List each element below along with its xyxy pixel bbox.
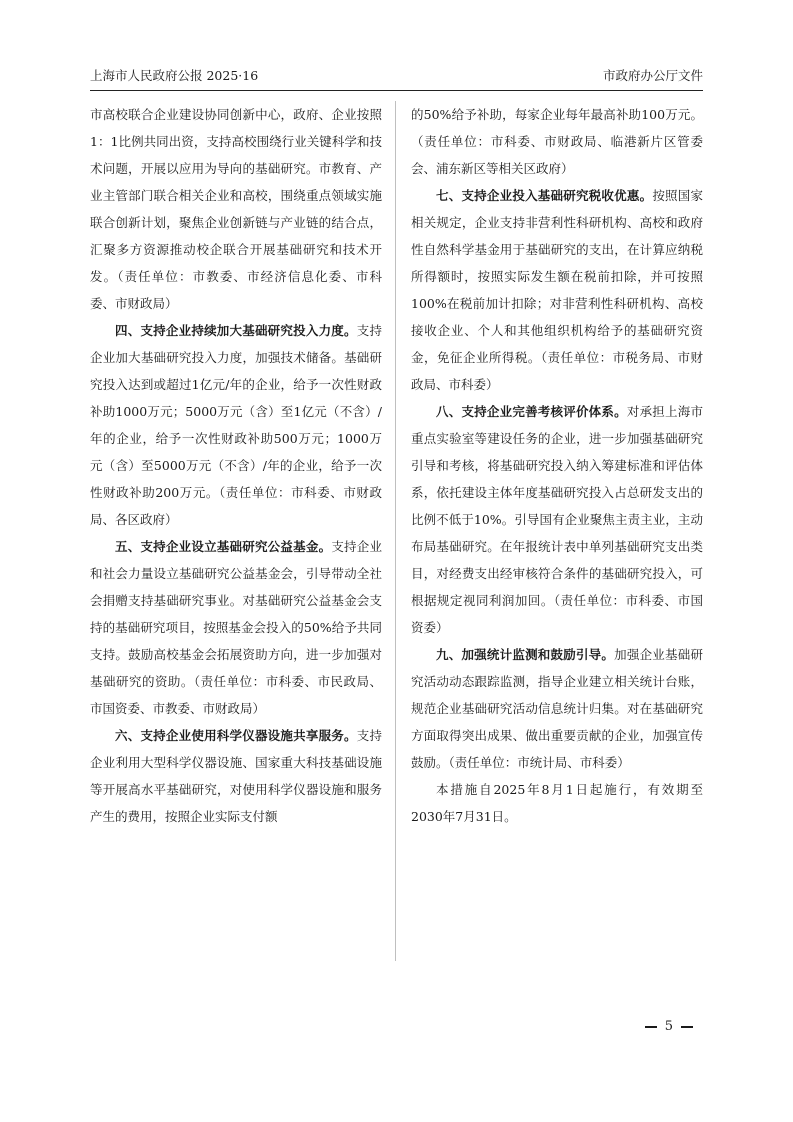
article-body	[90, 101, 703, 830]
left-column	[90, 101, 382, 830]
section-5-heading: 五、支持企业设立基础研究公益基金。	[115, 539, 332, 554]
section-5-body: 支持企业和社会力量设立基础研究公益基金会，引导带动全社会捐赠支持基础研究事业。对基础研究公益基金会支持的基础研究项目，按照基金会投入的50%给予共同支持。鼓励高校基金会拓展资助方向，进一步加强对基础研究的资助。（责任单位：市科委、市民政局、市国资委、市教委、市财政局）	[90, 539, 382, 716]
section-7	[411, 182, 703, 398]
page-footer	[637, 1019, 701, 1034]
paragraph-continuation: 市高校联合企业建设协同创新中心，政府、企业按照1：1比例共同出资，支持高校围绕行业关键科学和技术问题，开展以应用为导向的基础研究。市教育、产业主管部门联合相关企业和高校，围绕重点领域实施联合创新计划，聚焦企业创新链与产业链的结合点，汇聚多方资源推动校企联合开展基础研究和技术开发。（责任单位：市教委、市经济信息化委、市科委、市财政局）	[90, 107, 382, 311]
footer-dash-right	[681, 1026, 693, 1028]
section-9	[411, 641, 703, 776]
section-6	[90, 722, 382, 830]
paragraph-continuation: 的50%给予补助，每家企业每年最高补助100万元。（责任单位：市科委、市财政局、临港新片区管委会、浦东新区等相关区政府）	[411, 107, 703, 176]
section-7-heading: 七、支持企业投入基础研究税收优惠。	[436, 188, 653, 203]
closing-paragraph: 本措施自2025年8月1日起施行，有效期至2030年7月31日。	[411, 782, 703, 824]
section-5	[90, 533, 382, 722]
page-number: 5	[664, 1019, 673, 1034]
section-8-heading: 八、支持企业完善考核评价体系。	[436, 404, 627, 419]
section-4-heading: 四、支持企业持续加大基础研究投入力度。	[115, 323, 357, 338]
publication-title: 上海市人民政府公报 2025·16	[90, 68, 259, 83]
section-8-body: 对承担上海市重点实验室等建设任务的企业，进一步加强基础研究引导和考核，将基础研究投入纳入筹建标准和评估体系，依托建设主体年度基础研究投入占总研发支出的比例不低于10%。引导国有企业聚焦主责主业，主动布局基础研究。在年报统计表中单列基础研究支出类目，对经费支出经审核符合条件的基础研究投入，可根据规定视同利润加回。（责任单位：市科委、市国资委）	[411, 404, 703, 635]
section-6-heading: 六、支持企业使用科学仪器设施共享服务。	[115, 728, 357, 743]
section-9-body: 加强企业基础研究活动动态跟踪监测，指导企业建立相关统计台账，规范企业基础研究活动信息统计归集。对在基础研究方面取得突出成果、做出重要贡献的企业，加强宣传鼓励。（责任单位：市统计局、市科委）	[411, 647, 703, 770]
section-4	[90, 317, 382, 533]
section-4-body: 支持企业加大基础研究投入力度，加强技术储备。基础研究投入达到或超过1亿元/年的企业，给予一次性财政补助1000万元；5000万元（含）至1亿元（不含）/年的企业，给予一次性财政补助500万元；1000万元（含）至5000万元（不含）/年的企业，给予一次性财政补助200万元。（责任单位：市科委、市财政局、各区政府）	[90, 323, 382, 527]
page-header	[90, 68, 703, 91]
column-divider	[395, 101, 396, 961]
document-category: 市政府办公厅文件	[602, 68, 703, 83]
section-8	[411, 398, 703, 641]
section-7-body: 按照国家相关规定，企业支持非营利性科研机构、高校和政府性自然科学基金用于基础研究的支出，在计算应纳税所得额时，按照实际发生额在税前扣除，并可按照100%在税前加计扣除；对非营利性科研机构、高校接收企业、个人和其他组织机构给予的基础研究资金，免征企业所得税。（责任单位：市税务局、市财政局、市科委）	[411, 188, 703, 392]
right-column	[411, 101, 703, 830]
section-6-body: 支持企业利用大型科学仪器设施、国家重大科技基础设施等开展高水平基础研究，对使用科学仪器设施和服务产生的费用，按照企业实际支付额	[90, 728, 382, 824]
section-9-heading: 九、加强统计监测和鼓励引导。	[436, 647, 615, 662]
footer-dash-left	[645, 1026, 657, 1028]
